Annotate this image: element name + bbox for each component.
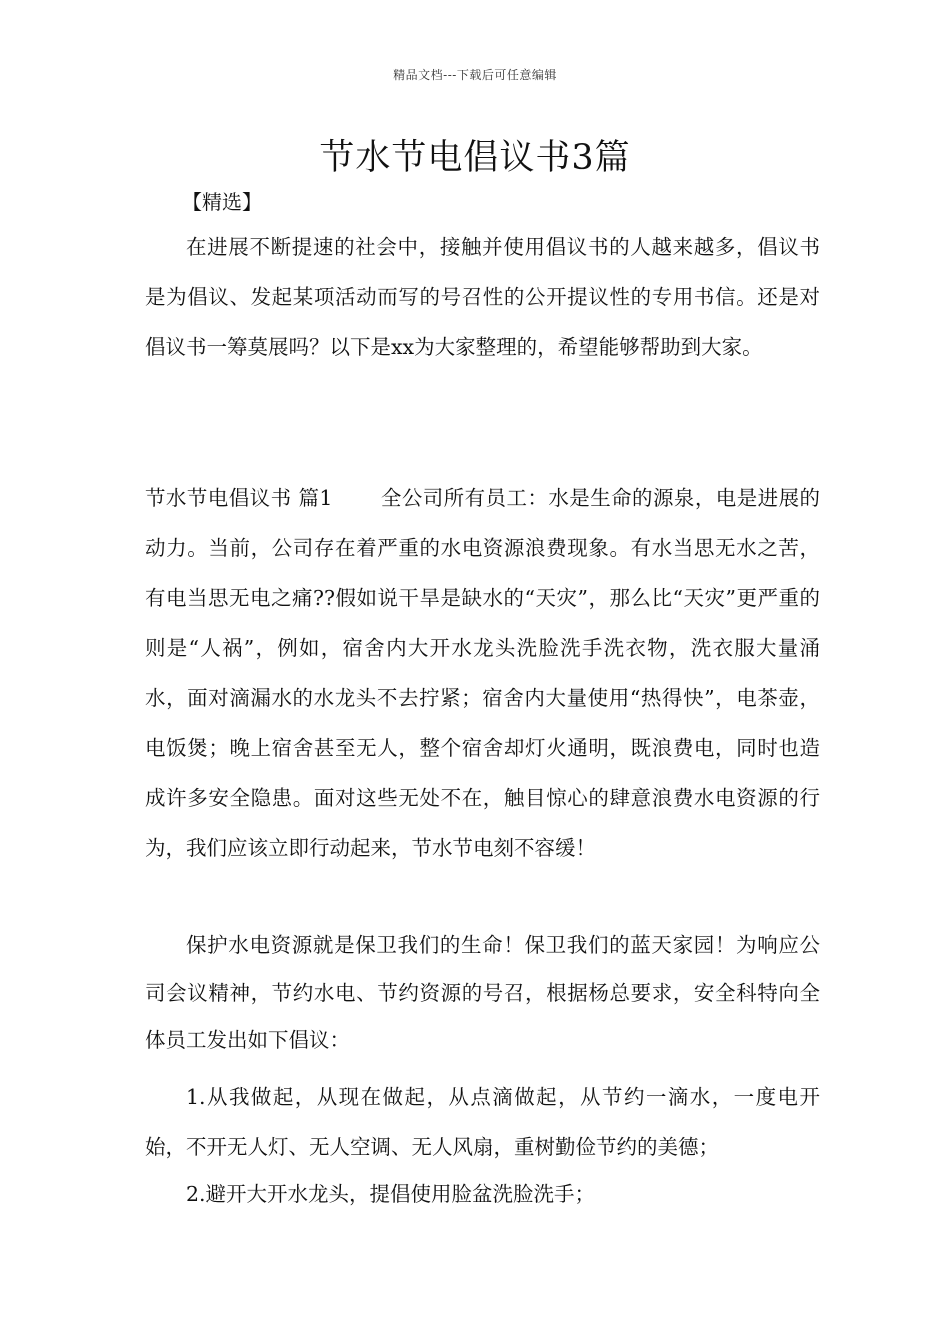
list-item-1: 1.从我做起，从现在做起，从点滴做起，从节约一滴水，一度电开始，不开无人灯、无人空调、无人风扇，重树勤俭节约的美德； [145, 1085, 820, 1159]
paragraph-2: 保护水电资源就是保卫我们的生命！保卫我们的蓝天家园！为响应公司会议精神，节约水电、节约资源的号召，根据杨总要求，安全科特向全体员工发出如下倡议： [145, 933, 820, 1052]
section-1-paragraph [145, 473, 820, 873]
page-title: 节水节电倡议书3篇 [319, 138, 631, 178]
header-watermark: 精品文档---下载后可任意编辑 [393, 68, 557, 82]
section-1-heading: 节水节电倡议书 篇1 [145, 486, 333, 510]
intro-paragraph: 在进展不断提速的社会中，接触并使用倡议书的人越来越多，倡议书是为倡议、发起某项活动而写的号召性的公开提议性的专用书信。还是对倡议书一筹莫展吗？以下是xx为大家整理的，希望能够帮助到大家。 [145, 235, 820, 359]
selected-tag: 【精选】 [182, 190, 262, 214]
list-item-2: 2.避开大开水龙头，提倡使用脸盆洗脸洗手； [186, 1182, 596, 1206]
section-1-body: 全公司所有员工：水是生命的源泉，电是进展的动力。当前，公司存在着严重的水电资源浪费现象。有水当思无水之苦，有电当思无电之痛??假如说干旱是缺水的“天灾”，那么比“天灾”更严重的则是“人祸”，例如，宿舍内大开水龙头洗脸洗手洗衣物，洗衣服大量涌水，面对滴漏水的水龙头不去拧紧；宿舍内大量使用“热得快”，电茶壶，电饭煲；晚上宿舍甚至无人，整个宿舍却灯火通明，既浪费电，同时也造成许多安全隐患。面对这些无处不在，触目惊心的肆意浪费水电资源的行为，我们应该立即行动起来，节水节电刻不容缓！ [145, 486, 821, 860]
